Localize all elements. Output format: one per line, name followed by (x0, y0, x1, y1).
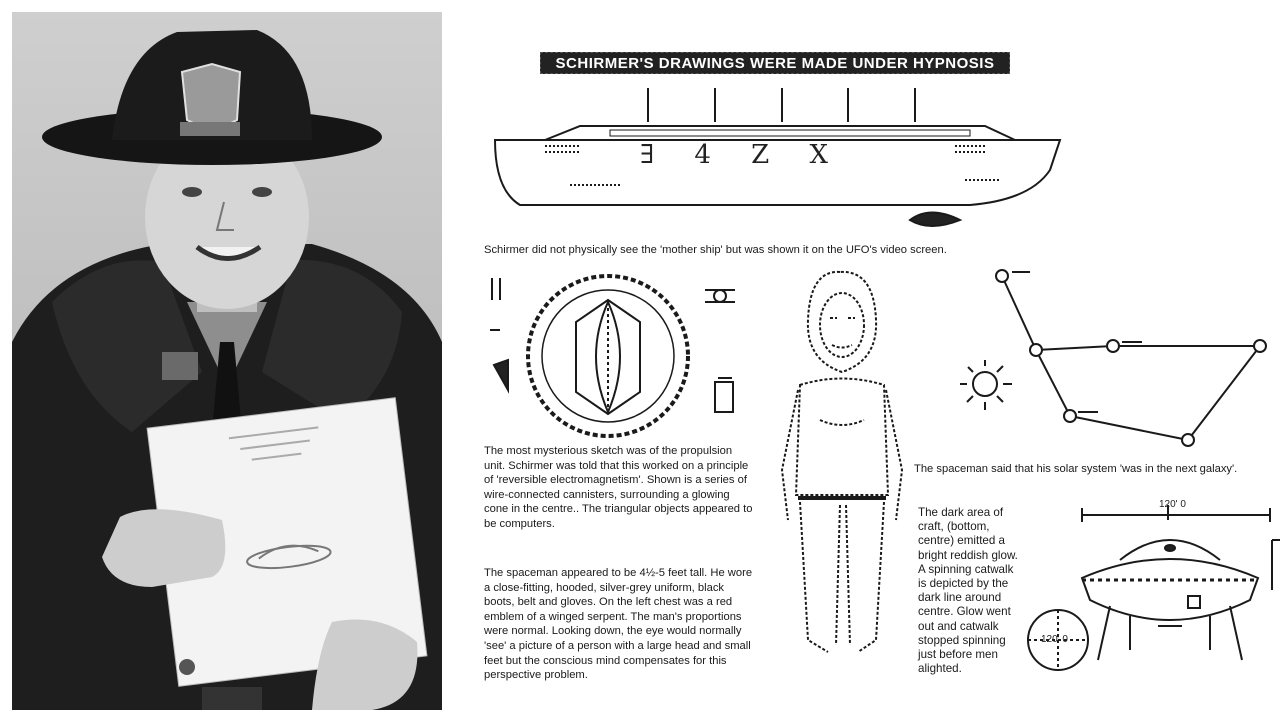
craft-caption: The dark area of craft, (bottom, centre) emitted a bright reddish glow. A spinning catwalk is depicted by the dark line around centre. Glow went out and catwalk stopped spinning just before men alighted. (918, 506, 1018, 676)
mothership-caption: Schirmer did not physically see the 'mother ship' but was shown it on the UFO's video screen. (484, 244, 947, 256)
officer-photograph (12, 12, 442, 710)
newspaper-clipping (470, 0, 1280, 720)
craft-drawing (1028, 505, 1280, 670)
propulsion-unit-drawing (490, 276, 735, 436)
mothership-symbols: ∃ 4 Z X (640, 140, 845, 170)
sun-drawing (960, 360, 1012, 410)
solar-system-diagram (996, 270, 1266, 446)
officer-figure (12, 12, 442, 710)
spaceman-drawing (782, 272, 902, 652)
solar-system-caption: The spaceman said that his solar system 'was in the next galaxy'. (914, 463, 1238, 475)
spaceman-caption: The spaceman appeared to be 4½-5 feet tall. He wore a close-fitting, hooded, silver-grey uniform, black boots, belt and gloves. On the left chest was a red emblem of a winged serpent. The man's proportions were normal. Looking down, the eye would normally 'see' a picture of a person with a large head and small feet but the conscious mind compensates for this perspective problem. (484, 567, 753, 682)
propulsion-caption: The most mysterious sketch was of the propulsion unit. Schirmer was told that this worked on a principle of 'reversible electromagnetism'. Shown is a series of wire-connected cannisters, surrounding a glowing cone in the centre.. The triangular objects appeared to be computers. (484, 445, 753, 530)
headline-banner: SCHIRMER'S DRAWINGS WERE MADE UNDER HYPNOSIS (540, 52, 1010, 74)
circle-angle-label: 120' 0 (1041, 634, 1068, 645)
craft-angle-label: 120' 0 (1159, 499, 1186, 510)
